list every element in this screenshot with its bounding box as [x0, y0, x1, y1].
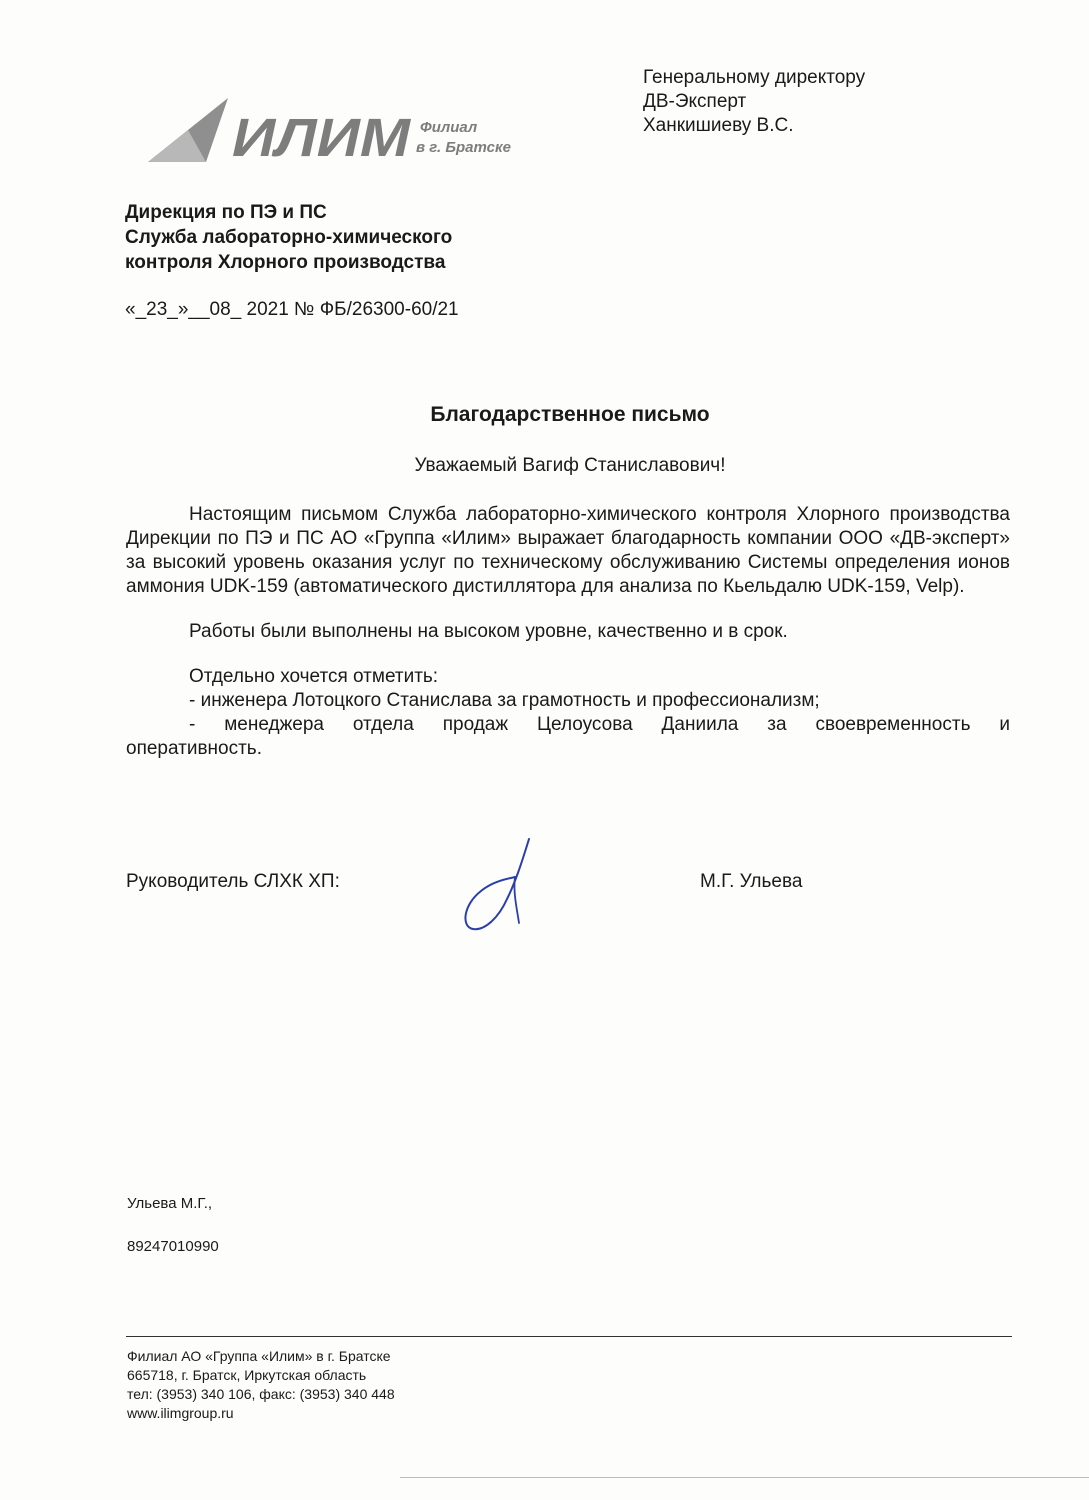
addressee-block	[643, 66, 865, 138]
letter-body	[126, 503, 1010, 761]
sender-directorate: Дирекция по ПЭ и ПС	[125, 202, 327, 223]
signatory-role: Руководитель СЛХК ХП:	[126, 871, 340, 892]
addressee-company: ДВ-Эксперт	[643, 91, 747, 112]
footer-divider	[126, 1336, 1012, 1337]
paragraph-work-quality: Работы были выполнены на высоком уровне, качественно и в срок.	[189, 621, 788, 642]
greeting: Уважаемый Вагиф Станиславович!	[414, 455, 726, 476]
mention-manager: - менеджера отдела продаж Целоусова Даниила за своевременность и	[189, 714, 1010, 735]
addressee-position: Генеральному директору	[643, 67, 866, 88]
footer-branch: Филиал АО «Группа «Илим» в г. Братске	[127, 1348, 391, 1364]
date-and-number: «_23_»__08_ 2021 № ФБ/26300-60/21	[125, 299, 459, 320]
sender-service-line2: контроля Хлорного производства	[125, 252, 446, 273]
logo-branch-line1: Филиал	[420, 119, 478, 136]
mentions-intro: Отдельно хочется отметить:	[189, 666, 439, 687]
footer-postal-address: 665718, г. Братск, Иркутская область	[127, 1367, 367, 1383]
logo-brand-text: ИЛИМ	[232, 108, 412, 168]
footer-address	[127, 1347, 395, 1423]
paragraph-mentions	[126, 665, 1010, 761]
scan-edge-line	[400, 1477, 1089, 1478]
contact-person: Ульева М.Г.,	[127, 1195, 213, 1212]
mention-engineer: - инженера Лотоцкого Станислава за грамотность и профессионализм;	[189, 690, 820, 711]
sender-service-line1: Служба лабораторно-химического	[125, 227, 453, 248]
contact-phone: 89247010990	[127, 1238, 219, 1255]
footer-website: www.ilimgroup.ru	[127, 1405, 234, 1421]
paragraph-gratitude: Настоящим письмом Служба лабораторно-химического контроля Хлорного производства Дирекции по ПЭ и ПС АО «Группа «Илим» выражает благодарность компании ООО «ДВ-эксперт» за высокий уровень оказания услуг по техническому обслуживанию Системы определения ионов аммония UDK-159 (автоматического дистиллятора для анализа по Кьельдалю UDK-159, Velp).	[126, 504, 1010, 597]
letter-title: Благодарственное письмо	[430, 403, 710, 426]
mention-manager-end: оперативность.	[126, 738, 262, 759]
ilim-logo	[140, 90, 540, 170]
logo-branch-line2: в г. Братске	[416, 139, 511, 156]
signatory-name: М.Г. Ульева	[700, 871, 803, 892]
sender-department	[125, 200, 452, 275]
addressee-name: Ханкишиеву В.С.	[643, 115, 794, 136]
footer-phone-fax: тел: (3953) 340 106, факс: (3953) 340 448	[127, 1386, 395, 1402]
handwritten-signature	[455, 835, 545, 935]
